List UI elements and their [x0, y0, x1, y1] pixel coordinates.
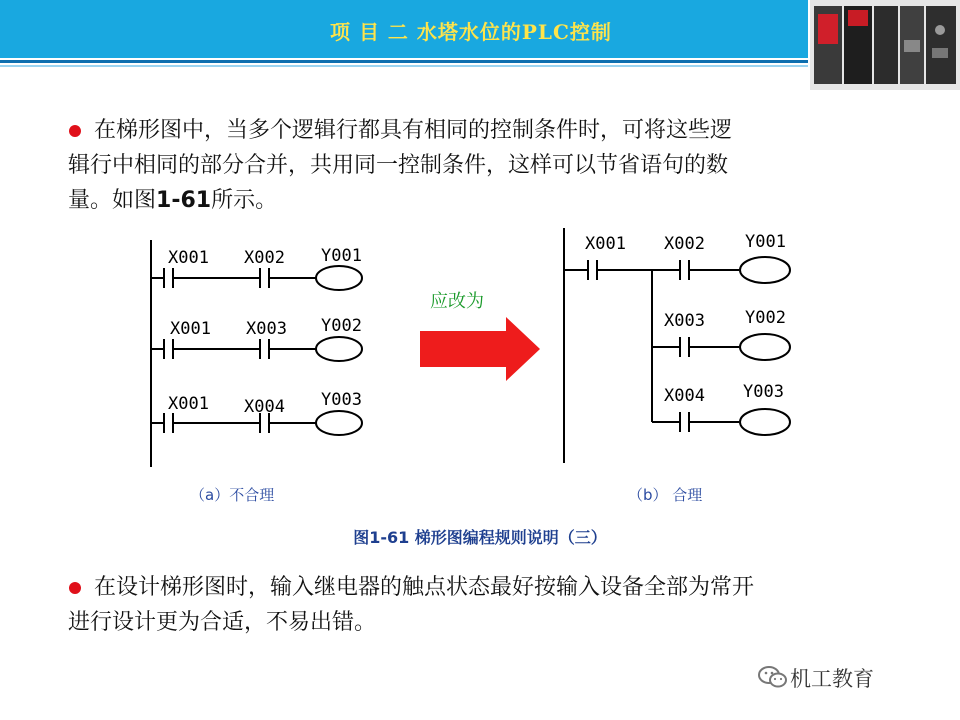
paragraph-1 [68, 113, 918, 218]
ladder-diagram-b [555, 225, 805, 470]
page-title: 项 目 二 水塔水位的PLC控制 [330, 20, 612, 44]
contact-label: X001 [170, 319, 211, 339]
contact-label: X003 [246, 319, 287, 339]
contact-label: X001 [585, 234, 626, 254]
paragraph-1-line-1: 在梯形图中，当多个逻辑行都具有相同的控制条件时，可将这些逻 [94, 118, 733, 143]
contact-label: X001 [168, 248, 209, 268]
coil-label: Y002 [745, 308, 786, 328]
paragraph-1-line-2: 辑行中相同的部分合并，共用同一控制条件，这样可以节省语句的数 [68, 153, 729, 178]
figure-ref: 1-61 [156, 188, 212, 213]
coil-label: Y001 [321, 246, 362, 266]
header-divider [0, 60, 808, 63]
coil-label: Y001 [745, 232, 786, 252]
contact-label: X004 [664, 386, 705, 406]
paragraph-2-line-2: 进行设计更为合适，不易出错。 [68, 610, 377, 635]
coil-label: Y003 [321, 390, 362, 410]
contact-label: X002 [664, 234, 705, 254]
coil-label: Y003 [743, 382, 784, 402]
arrow-label: 应改为 [430, 291, 484, 312]
paragraph-2 [68, 570, 918, 640]
header-divider-light [0, 65, 808, 67]
contact-label: X004 [244, 397, 285, 417]
contact-label: X001 [168, 394, 209, 414]
contact-label: X002 [244, 248, 285, 268]
contact-label: X003 [664, 311, 705, 331]
caption-a: （a）不合理 [190, 486, 275, 504]
paragraph-2-line-1: 在设计梯形图时，输入继电器的触点状态最好按输入设备全部为常开 [94, 575, 755, 600]
paragraph-1-line-3-c: 所示。 [211, 188, 278, 213]
ladder-diagram-a [140, 235, 380, 475]
footer-watermark: 机工教育 [790, 667, 874, 691]
plc-module-image [810, 0, 960, 90]
paragraph-1-line-3-a: 量。如图 [68, 188, 157, 213]
right-arrow-icon [418, 315, 544, 383]
coil-label: Y002 [321, 316, 362, 336]
figure-title: 图1-61 梯形图编程规则说明（三） [353, 528, 607, 547]
caption-b: （b） 合理 [628, 486, 703, 504]
paragraph-1-line-3 [68, 183, 918, 218]
wechat-icon [757, 664, 789, 690]
